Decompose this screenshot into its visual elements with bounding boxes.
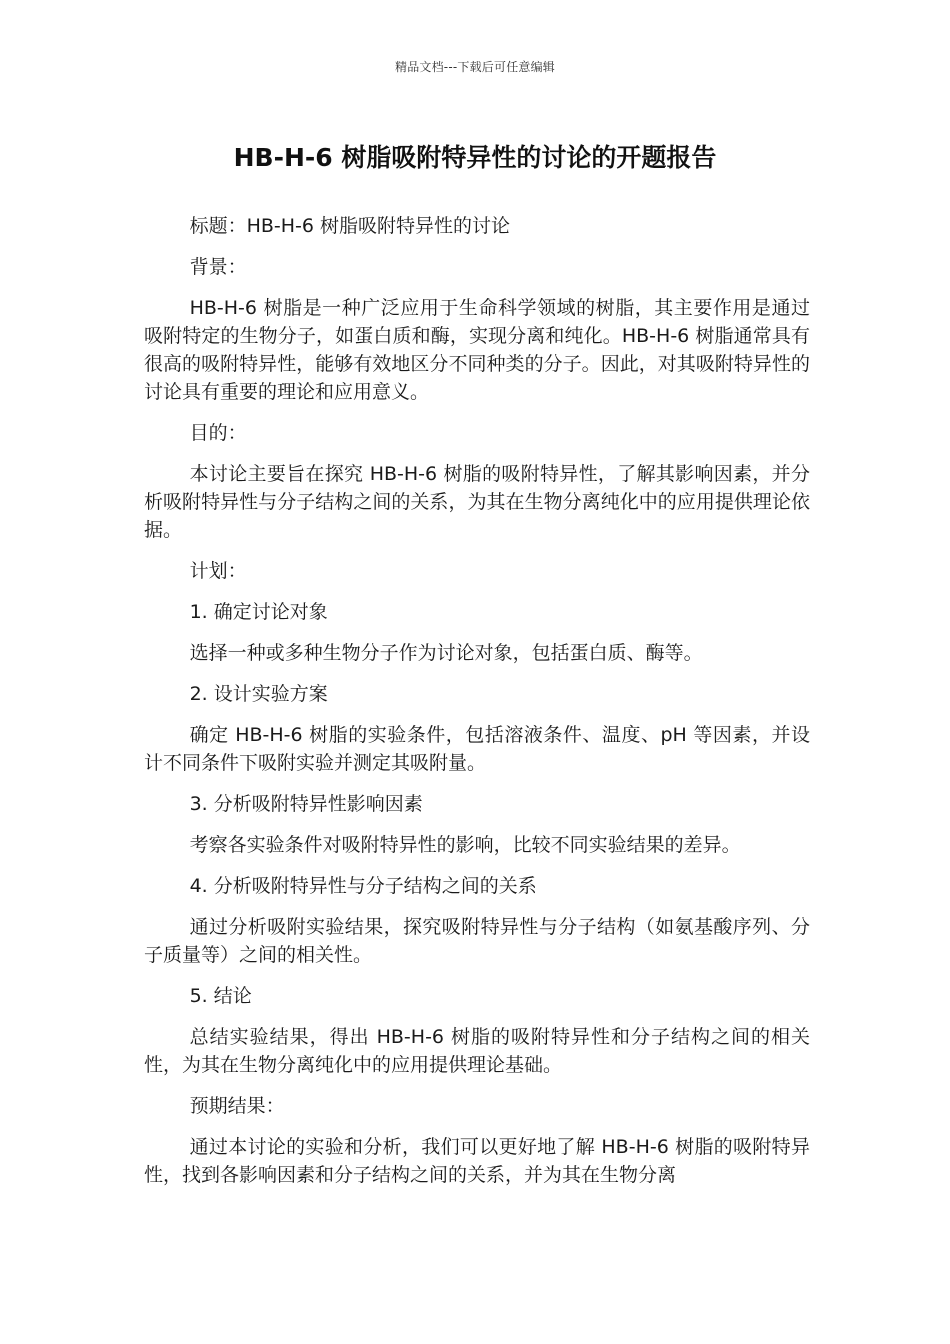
header-note: 精品文档---下载后可任意编辑 [395, 60, 555, 74]
heading-purpose: 目的： [189, 422, 247, 444]
paragraph-purpose: 本讨论主要旨在探究 HB-H-6 树脂的吸附特异性，了解其影响因素，并分析吸附特异性与分子结构之间的关系，为其在生物分离纯化中的应用提供理论依据。 [144, 463, 810, 541]
paragraph-background: HB-H-6 树脂是一种广泛应用于生命科学领域的树脂，其主要作用是通过吸附特定的生物分子，如蛋白质和酶，实现分离和纯化。HB-H-6 树脂通常具有很高的吸附特异性，能够有效地区分不同种类的分子。因此，对其吸附特异性的讨论具有重要的理论和应用意义。 [144, 297, 810, 403]
heading-expected-results: 预期结果： [189, 1095, 285, 1117]
paragraph-expected-results: 通过本讨论的实验和分析，我们可以更好地了解 HB-H-6 树脂的吸附特异性，找到各影响因素和分子结构之间的关系，并为其在生物分离 [144, 1136, 810, 1186]
plan-step-1-text: 选择一种或多种生物分子作为讨论对象，包括蛋白质、酶等。 [189, 642, 703, 664]
heading-background: 背景： [189, 256, 247, 278]
paragraph-topic: 标题：HB-H-6 树脂吸附特异性的讨论 [189, 215, 511, 237]
plan-step-3-text: 考察各实验条件对吸附特异性的影响，比较不同实验结果的差异。 [189, 834, 741, 856]
plan-step-3-heading: 3. 分析吸附特异性影响因素 [189, 793, 423, 815]
heading-plan: 计划： [189, 560, 247, 582]
plan-step-4-heading: 4. 分析吸附特异性与分子结构之间的关系 [189, 875, 537, 897]
plan-step-5-heading: 5. 结论 [189, 985, 252, 1007]
document-body [144, 212, 810, 1202]
plan-step-1-heading: 1. 确定讨论对象 [189, 601, 328, 623]
plan-step-2-text: 确定 HB-H-6 树脂的实验条件，包括溶液条件、温度、pH 等因素，并设计不同条件下吸附实验并测定其吸附量。 [144, 724, 810, 774]
plan-step-4-text: 通过分析吸附实验结果，探究吸附特异性与分子结构（如氨基酸序列、分子质量等）之间的相关性。 [144, 916, 810, 966]
plan-step-5-text: 总结实验结果，得出 HB-H-6 树脂的吸附特异性和分子结构之间的相关性，为其在生物分离纯化中的应用提供理论基础。 [144, 1026, 810, 1076]
document-title: HB-H-6 树脂吸附特异性的讨论的开题报告 [233, 143, 717, 172]
plan-step-2-heading: 2. 设计实验方案 [189, 683, 328, 705]
